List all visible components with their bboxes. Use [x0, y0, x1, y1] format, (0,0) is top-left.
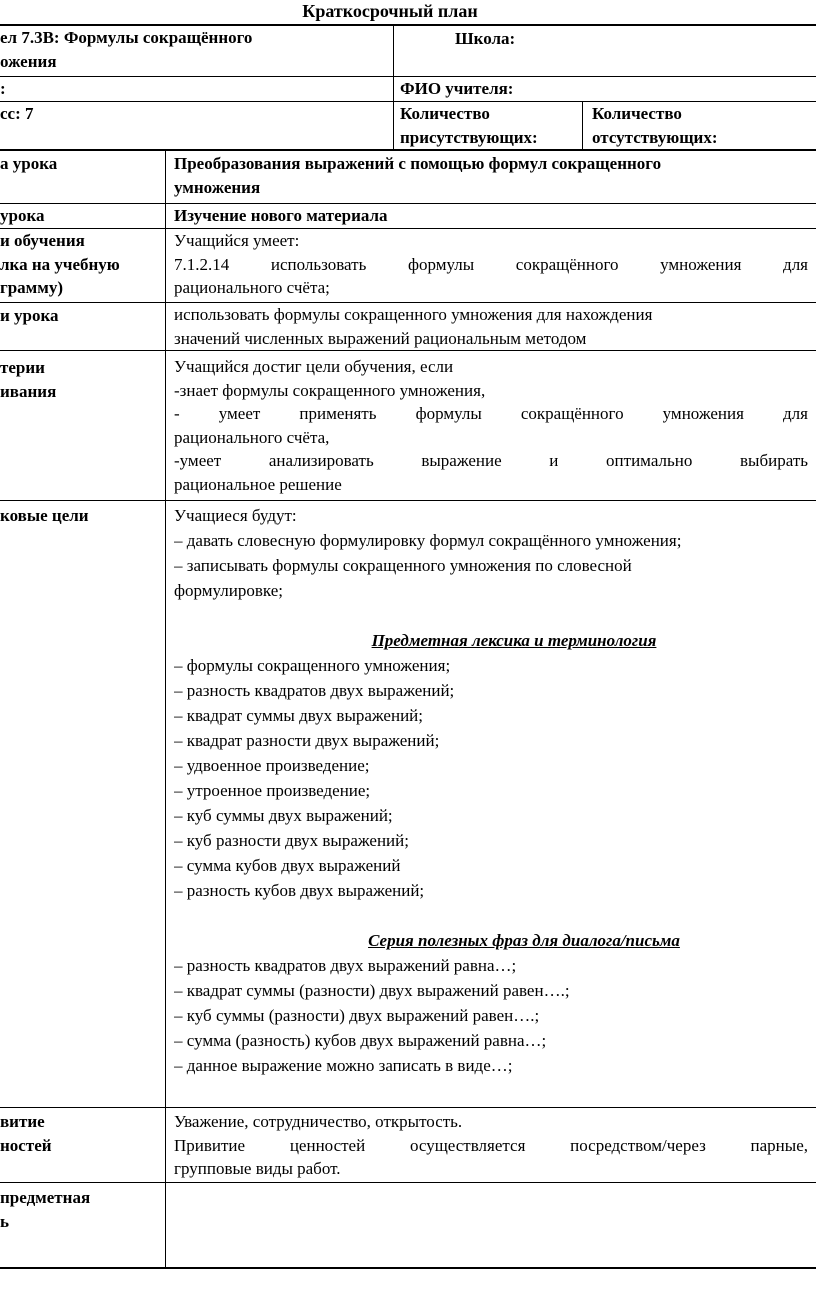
teacher-label: ФИО учителя:: [400, 79, 514, 98]
table-border: [0, 1267, 816, 1269]
table-border: [165, 150, 166, 1268]
values-label: витие ностей: [0, 1112, 52, 1155]
table-border: [0, 149, 816, 151]
absent-count-label: Количество отсутствующих:: [592, 104, 718, 147]
table-border: [0, 203, 816, 204]
table-border: [393, 24, 394, 150]
lesson-type-label: урока: [0, 206, 45, 225]
section-title: ел 7.3В: Формулы сокращённого ожения: [0, 28, 253, 71]
table-border: [0, 1182, 816, 1183]
criteria-label: терии ивания: [0, 358, 57, 401]
phrases-heading: Серия полезных фраз для диалога/письма: [368, 931, 680, 950]
learning-goals-value: Учащийся умеет: 7.1.2.14 использовать формулы сокращённого умножения для рационального счёта;: [174, 231, 808, 297]
present-count-label: Количество присутствующих:: [400, 104, 538, 147]
lesson-goals-value: использовать формулы сокращенного умножения для нахождения значений численных выражений рациональным методом: [174, 305, 653, 348]
school-label: Школа:: [455, 29, 516, 48]
language-goals-value: Учащиеся будут: – давать словесную формулировку формул сокращённого умножения; – записывать формулы сокращенного умножения по словесной формулировке; Предметная лексика и терминология – формулы сокращенного умножения; – разность квадратов двух выражений; – квадрат суммы двух выражений; – квадрат разности двух выражений; – удвоенное произведение; – утроенное произведение; – куб суммы двух выражений; – куб разности двух выражений; – сумма кубов двух выражений – разность кубов двух выражений; Серия полезных фраз для диалога/письма – разность квадратов двух выражений равна…; – квадрат суммы (разности) двух выражений равен….; – куб суммы (разности) двух выражений равен….; – сумма (разность) кубов двух выражений равна…; – данное выражение можно записать в виде…;: [174, 503, 814, 1078]
lesson-type-value: Изучение нового материала: [174, 206, 388, 225]
language-goals-label: ковые цели: [0, 506, 89, 525]
class-label: сс: 7: [0, 104, 34, 123]
table-border: [0, 500, 816, 501]
topic-label: а урока: [0, 154, 58, 173]
document-title: Краткосрочный план: [302, 1, 478, 21]
values-value: Уважение, сотрудничество, открытость. Привитие ценностей осуществляется посредством/через парные, групповые виды работ.: [174, 1112, 808, 1178]
criteria-value: Учащийся достиг цели обучения, если -знает формулы сокращенного умножения, - умеет применять формулы сокращённого умножения для рационального счёта, -умеет анализировать выражение и оптимально выбирать рациональное решение: [174, 357, 808, 494]
table-border: [0, 350, 816, 351]
date-label: :: [0, 79, 6, 98]
vocabulary-heading: Предметная лексика и терминология: [371, 631, 657, 650]
topic-value: Преобразования выражений с помощью формул сокращенного умножения: [174, 154, 662, 197]
learning-goals-label: и обучения лка на учебную грамму): [0, 231, 120, 297]
table-border: [0, 1107, 816, 1108]
cross-curricular-label: предметная ь: [0, 1188, 91, 1231]
lesson-goals-label: и урока: [0, 306, 59, 325]
table-border: [582, 101, 583, 150]
